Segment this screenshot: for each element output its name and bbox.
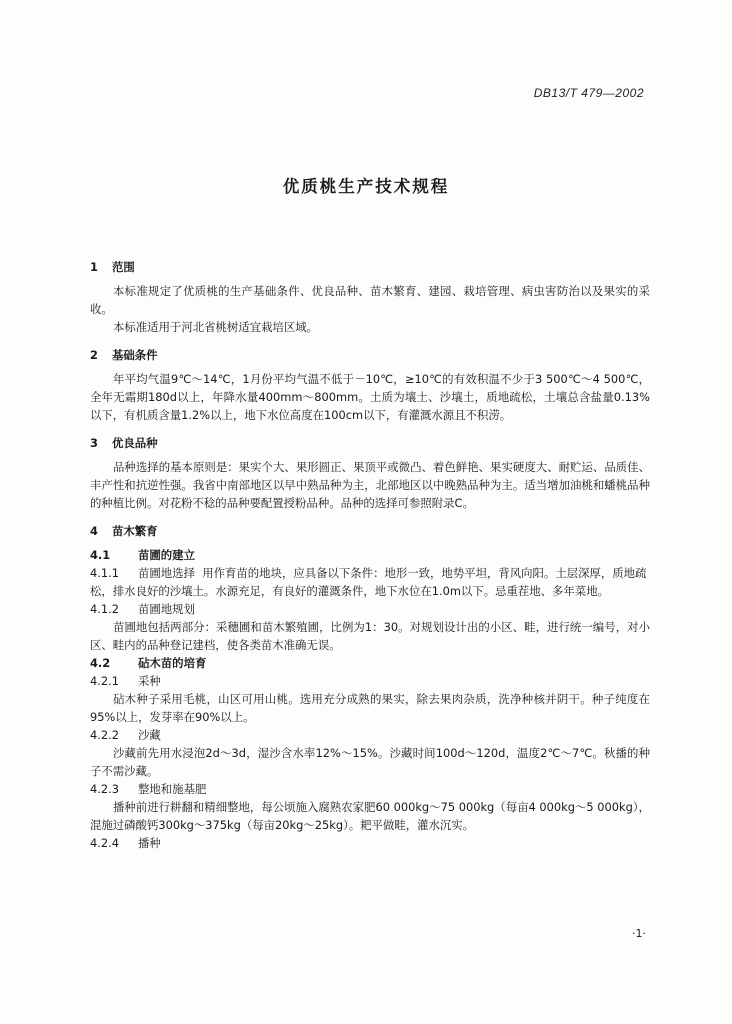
section-heading: 2 基础条件 xyxy=(90,348,158,362)
clause-heading: 4.2.4 播种 xyxy=(90,836,161,850)
paragraph: 品种选择的基本原则是：果实个大、果形圆正、果顶平或微凸、着色鲜艳、果实硬度大、耐贮运、品质佳、丰产性和抗逆性强。我省中南部地区以早中熟品种为主，北部地区以中晚熟品种为主。适当增加油桃和蟠桃品种的种植比例。对花粉不稔的品种要配置授粉品种。品种的选择可参照附录C。 xyxy=(90,460,650,510)
page-number: ·1· xyxy=(632,927,646,940)
document-title: 优质桃生产技术规程 xyxy=(282,177,450,196)
paragraph: 本标准规定了优质桃的生产基础条件、优良品种、苗木繁育、建园、栽培管理、病虫害防治以及果实的采收。 xyxy=(90,284,650,316)
paragraph: 苗圃地包括两部分：采穗圃和苗木繁殖圃，比例为1：30。对规划设计出的小区、畦，进行统一编号，对小区、畦内的品种登记建档，使各类苗木准确无误。 xyxy=(90,620,650,652)
paragraph: 本标准适用于河北省桃树适宜栽培区域。 xyxy=(113,320,319,334)
subsection-heading: 4.1 苗圃的建立 xyxy=(90,548,195,562)
clause-heading: 4.2.3 整地和施基肥 xyxy=(90,782,207,796)
section-heading: 1 范围 xyxy=(90,260,135,274)
clause-heading: 4.2.2 沙藏 xyxy=(90,728,161,742)
clause-heading: 4.1.2 苗圃地规划 xyxy=(90,602,195,616)
paragraph: 播种前进行耕翻和精细整地，每公顷施入腐熟农家肥60 000kg～75 000kg（每亩4 000kg～5 000kg），混施过磷酸钙300kg～375kg（每亩20kg～25kg）。耙平做畦，灌水沉实。 xyxy=(90,800,650,832)
document-body xyxy=(90,258,650,852)
section-heading: 3 优良品种 xyxy=(90,436,158,450)
document-code: DB13/T 479—2002 xyxy=(533,86,644,100)
paragraph: 砧木种子采用毛桃，山区可用山桃。选用充分成熟的果实，除去果肉杂质，洗净种核并阴干。种子纯度在95%以上，发芽率在90%以上。 xyxy=(90,692,650,724)
subsection-heading: 4.2 砧木苗的培育 xyxy=(90,656,207,670)
paragraph: 沙藏前先用水浸泡2d～3d，湿沙含水率12%～15%。沙藏时间100d～120d，温度2℃～7℃。秋播的种子不需沙藏。 xyxy=(90,746,650,778)
section-heading: 4 苗木繁育 xyxy=(90,524,158,538)
clause-heading: 4.2.1 采种 xyxy=(90,674,161,688)
clause-paragraph: 4.1.1 苗圃地选择 用作育苗的地块，应具备以下条件：地形一致，地势平坦，背风向阳。土层深厚，质地疏松，排水良好的沙壤土。水源充足，有良好的灌溉条件，地下水位在1.0m以下。忌重茬地、多年菜地。 xyxy=(90,566,647,598)
paragraph: 年平均气温9℃～14℃，1月份平均气温不低于－10℃，≥10℃的有效积温不少于3 500℃～4 500℃，全年无霜期180d以上，年降水量400mm～800mm。土质为壤土、沙壤土，质地疏松，土壤总含盐量0.13%以下，有机质含量1.2%以上，地下水位高度在100cm以下，有灌溉水源且不积涝。 xyxy=(90,372,650,422)
